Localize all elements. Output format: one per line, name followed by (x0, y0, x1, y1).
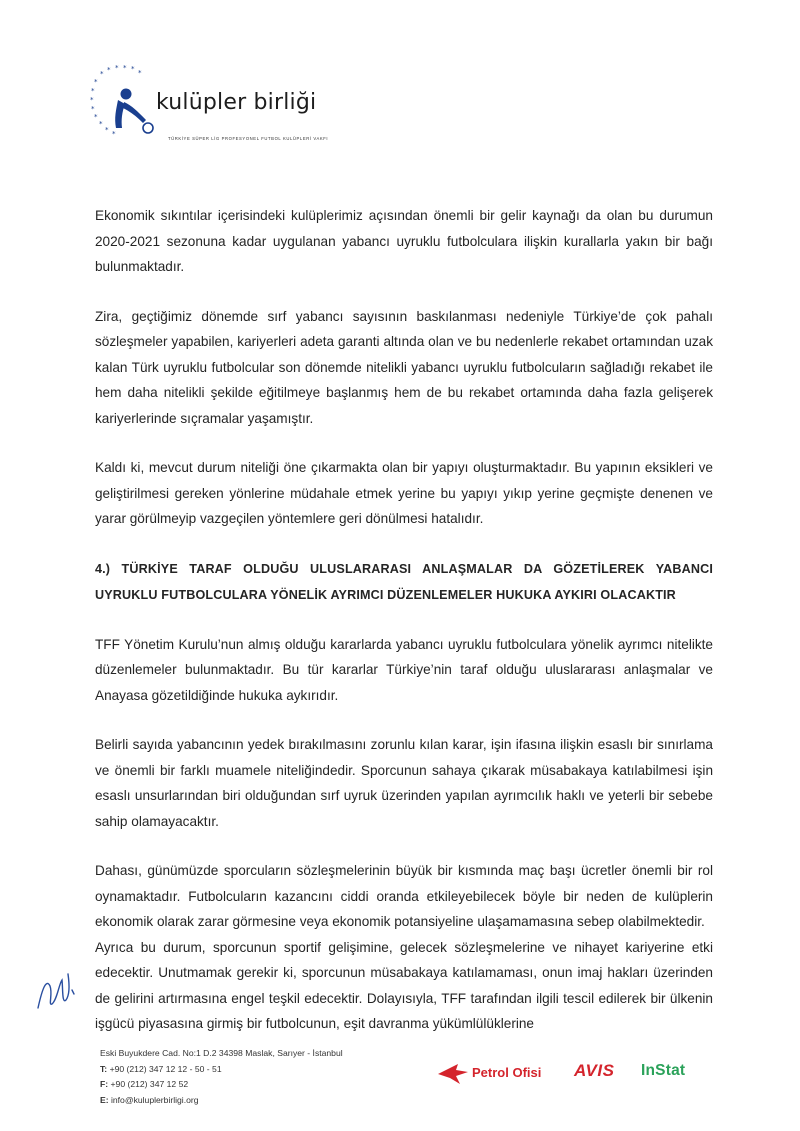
petrol-ofisi-logo: Petrol Ofisi (472, 1065, 542, 1080)
svg-text:*: * (123, 64, 127, 72)
svg-text:*: * (112, 130, 116, 138)
email-label: E: (100, 1094, 109, 1105)
section-heading: 4.) TÜRKİYE TARAF OLDUĞU ULUSLARARASI ANLAŞMALAR DA GÖZETİLEREK YABANCI UYRUKLU FUTBOLCULARA YÖNELİK AYRIMCI DÜZENLEMELER HUKUKA AYKIRI OLACAKTIR (95, 561, 713, 602)
phone-number: +90 (212) 347 12 12 - 50 - 51 (109, 1063, 222, 1074)
paragraph-7: Ayrıca bu durum, sporcunun sportif gelişimine, gelecek sözleşmelerine ve nihayet kariyerine etki edecektir. Unutmamak gerekir ki, sporcunun müsabakaya katılamaması, onun imaj hakları üzerinden de gelirini artırmasına engel teşkil edecektir. Dolayısıyla, TFF tarafından ilgili tescil edilerek bir ülkenin işgücü piyasasına girmiş bir futbolcunun, eşit davranma yükümlülüklerine (95, 939, 713, 1031)
paragraph-5: Belirli sayıda yabancının yedek bırakılmasını zorunlu kılan karar, işin ifasına ilişkin esaslı bir sınırlama ve önemli bir farklı muamele niteliğindedir. Sporcunun sahaya çıkarak müsabakaya katılabilmesi işin esaslı unsurlarından biri olduğundan sırf uyruk üzerinden yapılan ayrımcılık haklı ve yeterli bir sebebe sahip olamayacaktır. (95, 737, 713, 829)
footer-phone-line (100, 1062, 420, 1078)
svg-text:*: * (91, 87, 95, 95)
paragraph-6: Dahası, günümüzde sporcuların sözleşmelerinin büyük bir kısmında maç başı ücretler önemli bir rol oynamaktadır. Futbolcuların kazancını ciddi oranda etkileyebilecek böyle bir neden de kulüplerin ekonomik olarak zarar görmesine veya ekonomik potansiyeline ulaşamamasına sebep olabilmektedir. (95, 863, 713, 929)
fax-label: F: (100, 1079, 109, 1089)
paragraph-4: TFF Yönetim Kurulu’nun almış olduğu kararlarda yabancı uyruklu futbolculara yönelik ayrımcı nitelikte düzenlemeler bulunmaktadır. Bu tür kararlar Türkiye’nin taraf olduğu uluslararası anlaşmalar ve Anayasa gözetildiğinde hukuka aykırıdır. (95, 636, 713, 703)
handwritten-signature (32, 960, 102, 1020)
avis-logo: AVIS (574, 1061, 615, 1080)
svg-text:*: * (138, 69, 142, 77)
svg-text:*: * (107, 66, 111, 74)
footer-contact (100, 1046, 420, 1108)
svg-text:*: * (105, 126, 109, 134)
email-address[interactable]: info@kuluplerbirligi.org (110, 1094, 199, 1105)
svg-text:*: * (94, 78, 98, 86)
svg-text:*: * (100, 70, 104, 78)
svg-text:*: * (94, 113, 98, 121)
phone-label: T: (100, 1063, 108, 1074)
svg-text:*: * (91, 105, 95, 113)
svg-text:*: * (131, 65, 135, 73)
letter-body (95, 203, 713, 1037)
kulupler-birligi-logo (88, 62, 329, 162)
petrol-ofisi-icon (436, 1060, 470, 1086)
paragraph-2: Zira, geçtiğimiz dönemde sırf yabancı sayısının baskılanması nedeniyle Türkiye’de çok pahalı sözleşmeler yapabilen, kariyerleri adeta garanti altında olan ve bu nedenlerle rekabet ortamından uzak kalan Türk uyruklu futbolcular son dönemde nitelikli yabancı uyruklu futbolcuların sağladığı rekabet ile hem daha nitelikli şekilde eğitilmeye başlanmış hem de bu rekabet ortamında daha fazla gelişerek kariyerlerinde sıçramalar yaşamıştır. (95, 308, 713, 426)
sponsor-logos (436, 1060, 726, 1090)
svg-text:*: * (115, 64, 119, 72)
footer-address: Eski Buyukdere Cad. No:1 D.2 34398 Maslak, Sarıyer - İstanbul (100, 1048, 343, 1058)
logo-name: kulüpler birliği (156, 90, 317, 115)
paragraph-3: Kaldı ki, mevcut durum niteliği öne çıkarmakta olan bir yapıyı oluşturmaktadır. Bu yapının eksikleri ve geliştirilmesi gereken yönlerine müdahale etmek yerine bu yapıyı yıkıp yerine geçmişte denenen ve yarar görülmeyip vazgeçilen yöntemlere geri dönülmesi hatalıdır. (95, 460, 713, 526)
instat-logo: InStat (641, 1062, 686, 1079)
svg-text:*: * (90, 96, 94, 104)
fax-number: +90 (212) 347 12 52 (110, 1079, 189, 1089)
footer-fax-line (100, 1077, 420, 1093)
svg-text:*: * (99, 120, 103, 128)
logo-subtitle: TÜRKİYE SÜPER LİG PROFESYONEL FUTBOL KULÜPLERİ VAKFI (168, 136, 329, 141)
footer-email-line (100, 1093, 420, 1109)
paragraph-1: Ekonomik sıkıntılar içerisindeki kulüplerimiz açısından önemli bir gelir kaynağı da olan bu durumun 2020-2021 sezonuna kadar uygulanan yabancı uyruklu futbolculara ilişkin kurallarla yakın bir bağı bulunmaktadır. (95, 208, 713, 274)
